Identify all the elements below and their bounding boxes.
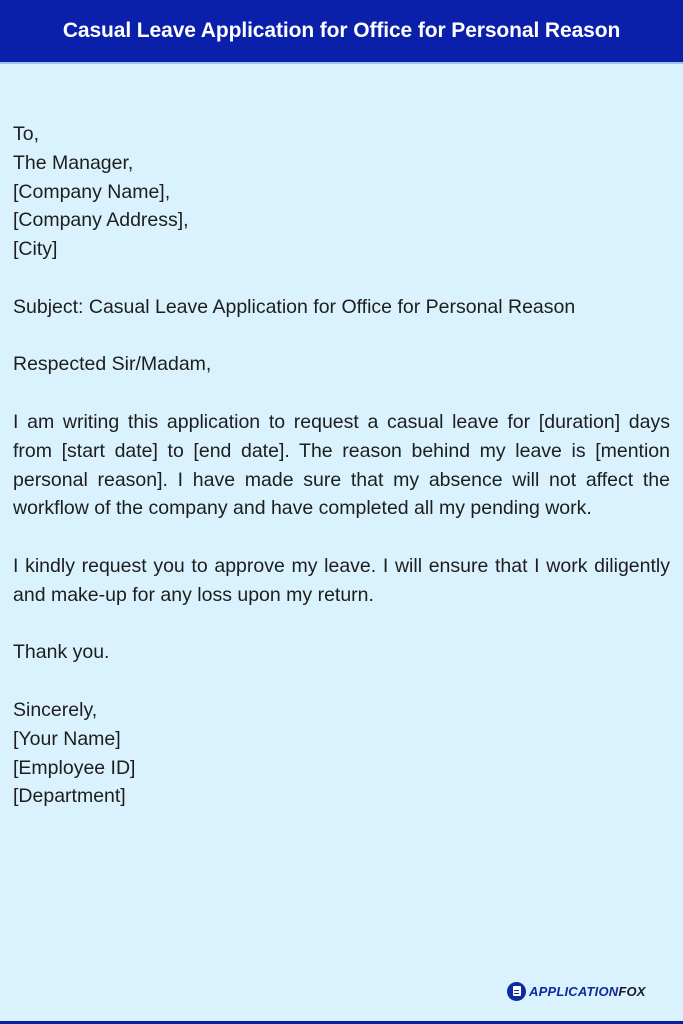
page-title: Casual Leave Application for Office for Personal Reason [62,19,621,42]
applicationfox-logo [507,980,646,1002]
letter-body [13,120,670,840]
address-line: To, [13,123,40,145]
closing-line: [Employee ID] [13,756,136,779]
page-header [0,0,683,64]
signature-block [13,696,670,811]
address-line: The Manager, [13,151,134,174]
body-paragraph: I am writing this application to request a casual leave for [duration] days from [start date] to [end date]. The reason behind my leave is [mention personal reason]. I have made sure that my absence will not affect the workflow of the company and have completed all my pending work. [13,410,670,520]
body-paragraph: I kindly request you to approve my leave. I will ensure that I work diligently and make-up for any loss upon my return. [13,554,670,606]
document-icon [507,982,526,1001]
address-line: [Company Name], [13,180,171,203]
closing-line: [Department] [13,785,126,808]
logo-text-application: APPLICATION [529,983,619,999]
address-line: [City] [13,238,58,261]
recipient-address [13,120,670,264]
closing-line: Sincerely, [13,698,98,721]
subject-line: Subject: Casual Leave Application for Office for Personal Reason [13,295,576,318]
salutation: Respected Sir/Madam, [13,353,212,376]
address-line: [Company Address], [13,209,189,232]
logo-text-fox: FOX [618,983,646,999]
thanks-line: Thank you. [13,641,110,664]
closing-line: [Your Name] [13,727,121,750]
